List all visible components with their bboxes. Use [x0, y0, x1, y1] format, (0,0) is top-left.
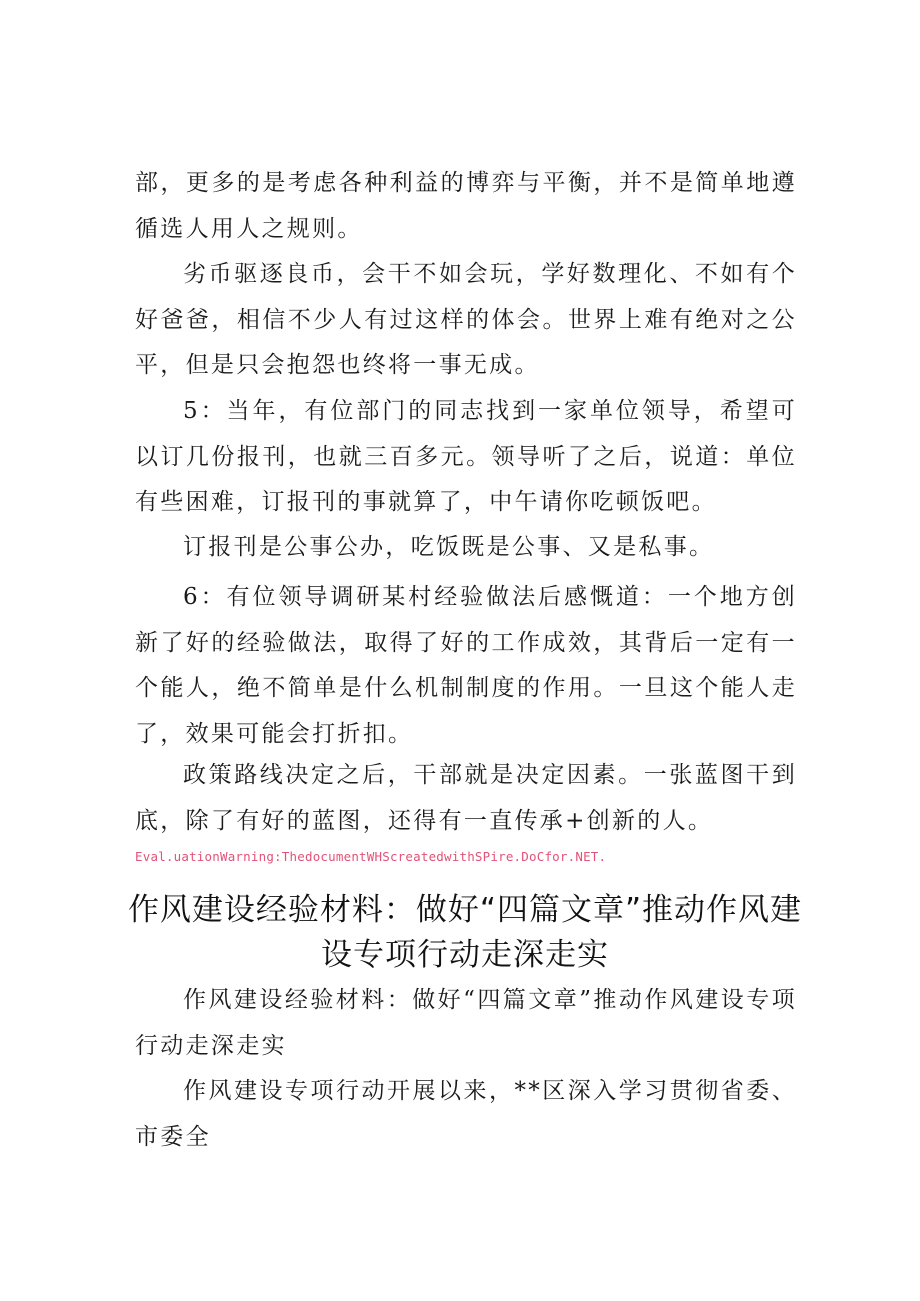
paragraph-item-6-comment: 政策路线决定之后，干部就是决定因素。一张蓝图干到底，除了有好的蓝图，还得有一直传承+创新的人。 — [135, 762, 797, 834]
paragraph-continuation: 部，更多的是考虑各种利益的博弈与平衡，并不是简单地遵循选人用人之规则。 — [135, 170, 797, 242]
paragraph-bad-money: 劣币驱逐良币，会干不如会玩，学好数理化、不如有个好爸爸，相信不少人有过这样的体会。世界上难有绝对之公平，但是只会抱怨也终将一事无成。 — [135, 261, 797, 378]
article-subtitle: 作风建设经验材料：做好“四篇文章”推动作风建设专项行动走深走实 — [135, 987, 797, 1059]
evaluation-watermark: Eval.uationWarning:ThedocumentWHScreatedwithSPire.DoCfor.NET. — [135, 849, 607, 864]
paragraph-item-5: 5：当年，有位部门的同志找到一家单位领导，希望可以订几份报刊，也就三百多元。领导听了之后，说道：单位有些困难，订报刊的事就算了，中午请你吃顿饭吧。 — [135, 398, 797, 515]
article-title: 作风建设经验材料：做好“四篇文章”推动作风建设专项行动走深走实 — [127, 892, 803, 973]
paragraph-item-5-comment: 订报刊是公事公办，吃饭既是公事、又是私事。 — [183, 534, 715, 560]
paragraph-item-6: 6：有位领导调研某村经验做法后感慨道：一个地方创新了好的经验做法，取得了好的工作成效，其背后一定有一个能人，绝不简单是什么机制制度的作用。一旦这个能人走了，效果可能会打折扣。 — [135, 584, 797, 747]
article-intro: 作风建设专项行动开展以来，**区深入学习贯彻省委、市委全 — [135, 1078, 797, 1150]
